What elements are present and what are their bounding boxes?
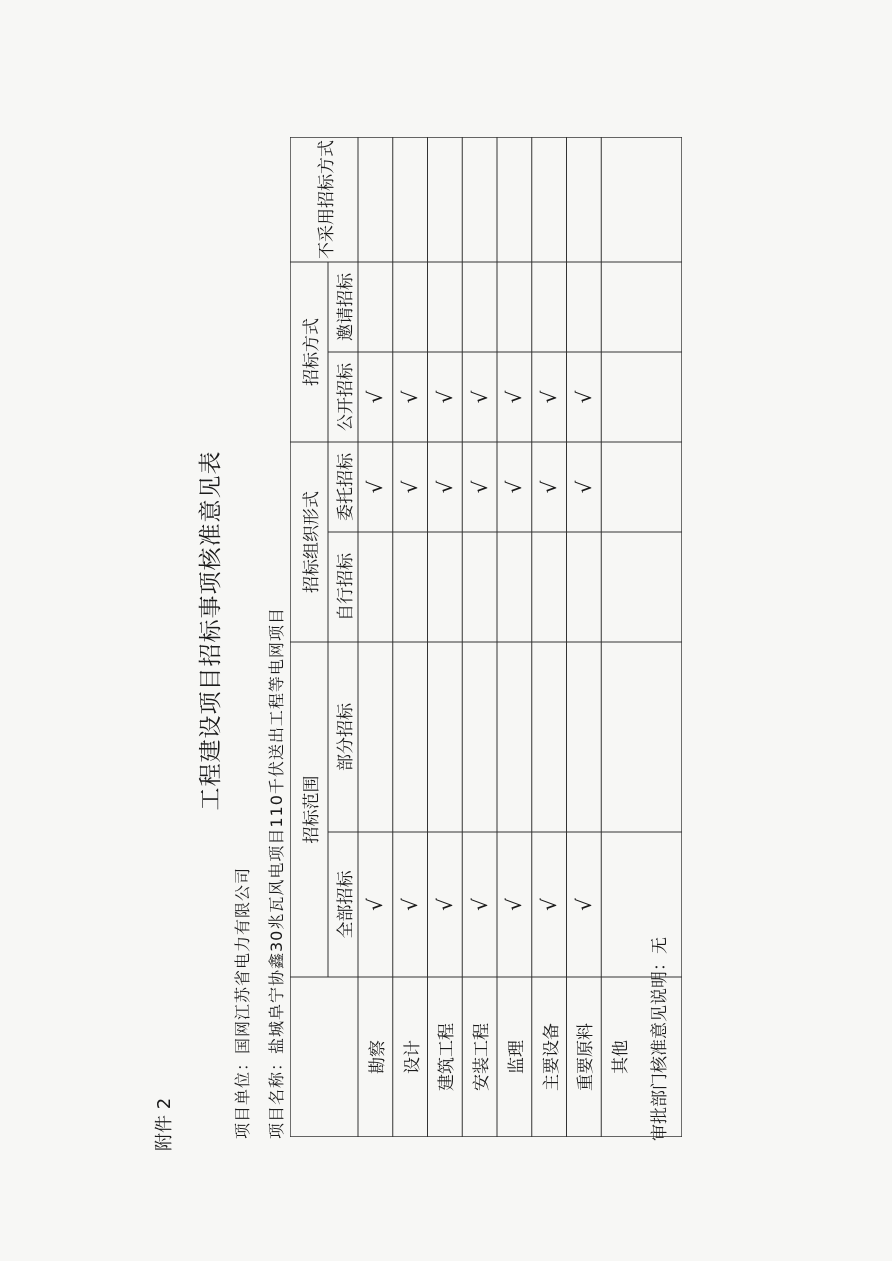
- check-mark: √: [398, 390, 423, 404]
- row-label: 主要设备: [541, 1023, 562, 1091]
- project-name: 项目名称：盐城阜宁协鑫30兆瓦风电项目110千伏送出工程等电网项目: [267, 607, 286, 1139]
- page-title: 工程建设项目招标事项核准意见表: [198, 450, 224, 811]
- column-header: 全部招标: [335, 870, 356, 939]
- check-mark: √: [571, 480, 596, 494]
- row-label: 重要原料: [576, 1023, 597, 1091]
- group-header-scope: 招标范围: [301, 775, 322, 844]
- row-label: 其他: [611, 1040, 632, 1074]
- column-header: 公开招标: [335, 363, 356, 431]
- check-mark: √: [537, 390, 562, 404]
- check-mark: √: [502, 480, 527, 494]
- group-header-method: 招标方式: [301, 318, 322, 386]
- check-mark: √: [432, 898, 457, 911]
- group-header-no-bidding: 不采用招标方式: [316, 140, 337, 259]
- row-label: 安装工程: [472, 1023, 493, 1091]
- check-mark: √: [537, 480, 562, 494]
- approval-table: [290, 137, 682, 1137]
- check-mark: √: [398, 480, 423, 494]
- row-label: 勘察: [367, 1040, 388, 1074]
- check-mark: √: [432, 480, 457, 494]
- check-mark: √: [502, 898, 527, 911]
- attachment-label: 附件 2: [154, 1097, 175, 1151]
- row-label: 建筑工程: [437, 1023, 458, 1091]
- check-mark: √: [467, 480, 492, 494]
- check-mark: √: [467, 390, 492, 404]
- column-header: 部分招标: [335, 703, 356, 771]
- check-mark: √: [467, 898, 492, 911]
- check-mark: √: [363, 898, 388, 911]
- check-mark: √: [363, 480, 388, 494]
- check-mark: √: [537, 898, 562, 911]
- check-mark: √: [398, 898, 423, 911]
- check-mark: √: [571, 898, 596, 911]
- approval-note: 审批部门核准意见说明：无: [650, 937, 670, 1141]
- check-mark: √: [363, 390, 388, 404]
- column-header: 委托招标: [335, 453, 356, 521]
- check-mark: √: [571, 390, 596, 404]
- row-label: 监理: [506, 1040, 527, 1074]
- group-header-organization: 招标组织形式: [301, 491, 322, 593]
- project-unit: 项目单位：国网江苏省电力有限公司: [233, 866, 252, 1139]
- check-mark: √: [502, 390, 527, 404]
- row-label: 设计: [402, 1040, 423, 1074]
- column-header: 自行招标: [335, 553, 356, 621]
- check-mark: √: [432, 390, 457, 404]
- column-header: 邀请招标: [335, 273, 356, 341]
